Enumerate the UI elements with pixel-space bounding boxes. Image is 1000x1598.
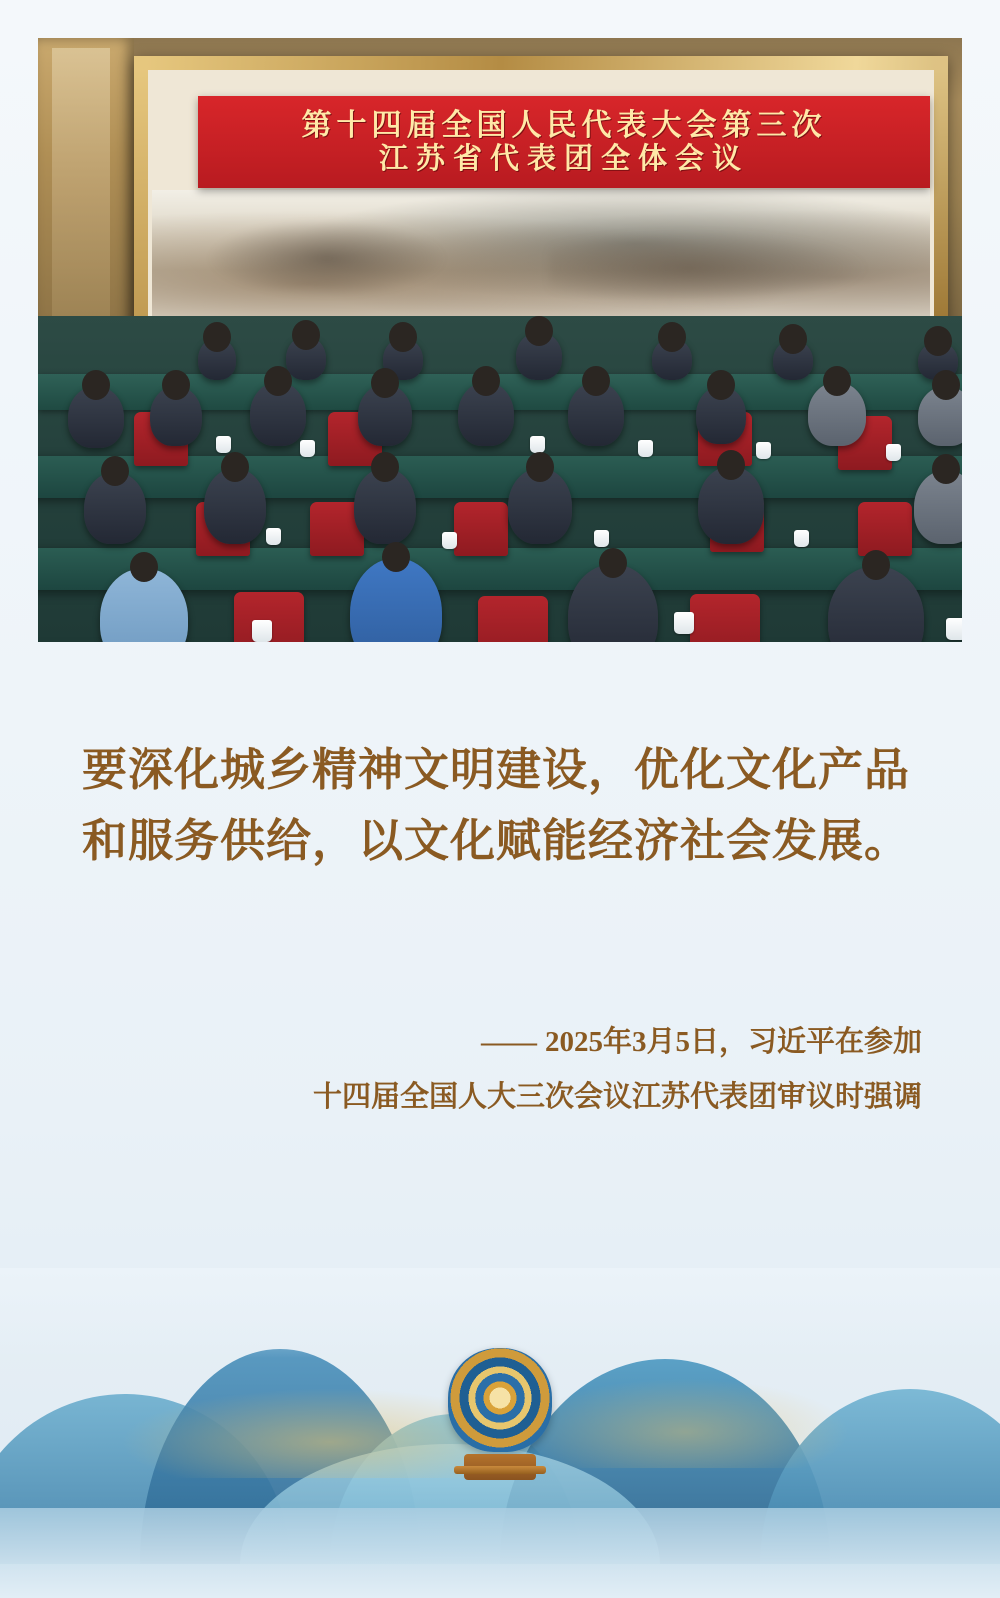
chair [478,596,548,642]
chair [690,594,760,642]
attendee [516,332,562,380]
hall-wall [38,38,962,328]
attendee [198,338,236,380]
chair [858,502,912,556]
attribution-dash: —— [480,1026,535,1058]
teacup [252,620,272,642]
attribution [82,1015,922,1125]
attribution-date-speaker: 2025年3月5日，习近平在参加 [544,1026,922,1058]
attendee [150,386,202,446]
teacup [638,440,653,457]
attendee [250,382,306,446]
attendee [508,468,572,544]
attendee [696,386,746,444]
emblem-stand [464,1454,536,1480]
attribution-line-2: 十四届全国人大三次会议江苏代表团审议时强调 [312,1081,922,1114]
banner-line-2: 江苏省代表团全体会议 [378,142,749,175]
teacup [266,528,281,545]
attendee [458,382,514,446]
flower-medallion-icon [448,1348,552,1452]
teacup [594,530,609,547]
teacup [530,436,545,453]
attendee [68,386,124,448]
chair [454,502,508,556]
gold-picture-frame [134,56,948,342]
attendee [358,384,412,446]
attendee [84,472,146,544]
attendee [354,468,416,544]
teacup [442,532,457,549]
attribution-line-1 [82,1015,922,1070]
gold-glow [520,1378,850,1468]
attendee [286,336,326,380]
attendee [204,468,266,544]
attendee [773,340,813,380]
mist-overlay [0,1268,1000,1358]
photo-scene [38,38,962,642]
cloisonne-flower-emblem [440,1348,560,1480]
teacup [216,436,231,453]
attendee [568,382,624,446]
teacup [300,440,315,457]
meeting-banner [198,96,930,188]
wall-side-panel [38,38,134,328]
teacup [946,618,962,640]
attendee [918,386,962,446]
banner-line-1: 第十四届全国人民代表大会第三次 [301,108,827,142]
attendee [652,338,692,380]
teacup [756,442,771,459]
footer-illustration [0,1268,1000,1598]
meeting-photograph [38,38,962,642]
water-surface [0,1508,1000,1598]
teacup [674,612,694,634]
quote-text: 要深化城乡精神文明建设，优化文化产品和服务供给，以文化赋能经济社会发展。 [82,745,911,867]
teacup [794,530,809,547]
attendee [698,466,764,544]
attendee [808,382,866,446]
teacup [886,444,901,461]
landscape-ink-painting [152,190,930,324]
conference-room [38,316,962,642]
